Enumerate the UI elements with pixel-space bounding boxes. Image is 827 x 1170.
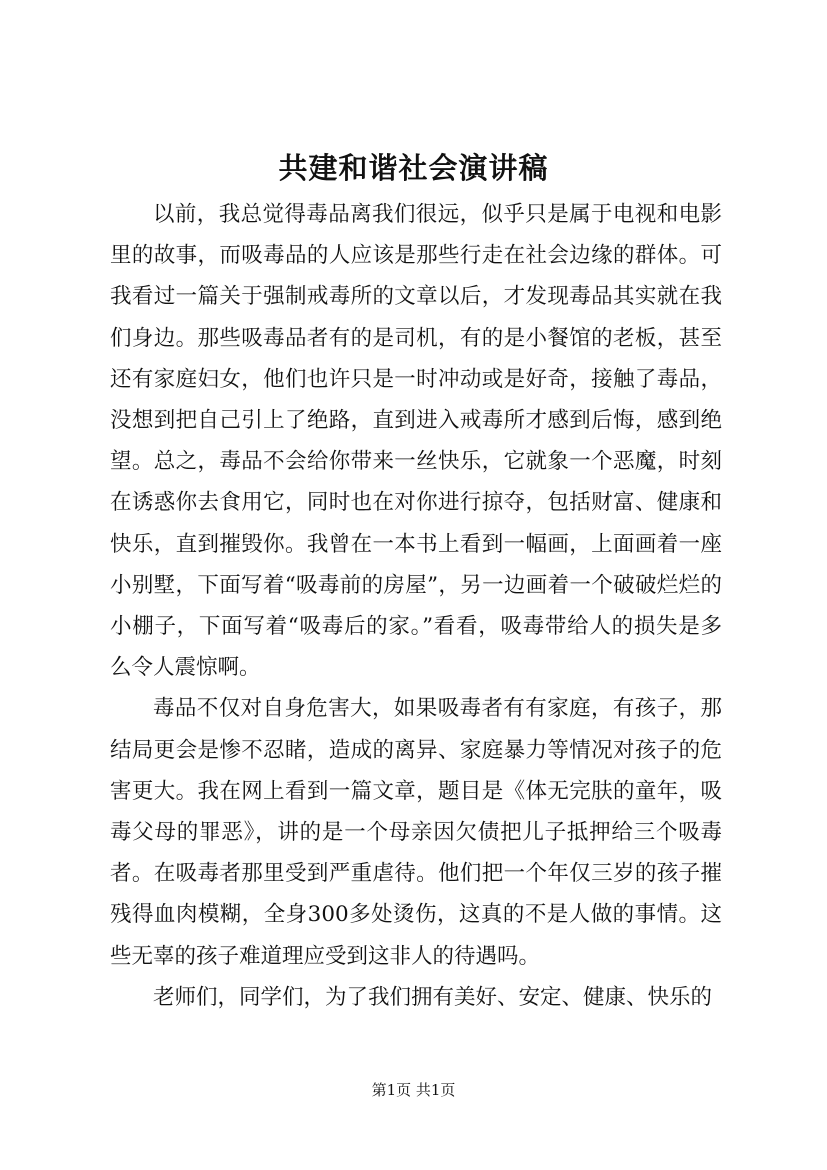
document-title: 共建和谐社会演讲稿 — [278, 151, 549, 185]
page-number-footer: 第1页 共1页 — [371, 1081, 456, 1099]
document-body — [110, 194, 722, 1018]
paragraph-2: 毒品不仅对自身危害大，如果吸毒者有有家庭，有孩子，那结局更会是惨不忍睹，造成的离异、家庭暴力等情况对孩子的危害更大。我在网上看到一篇文章，题目是《体无完肤的童年，吸毒父母的罪恶》，讲的是一个母亲因欠债把儿子抵押给三个吸毒者。在吸毒者那里受到严重虐待。他们把一个年仅三岁的孩子摧残得血肉模糊，全身300多处烫伤，这真的不是人做的事情。这些无辜的孩子难道理应受到这非人的待遇吗。 — [110, 696, 722, 969]
paragraph-1: 以前，我总觉得毒品离我们很远，似乎只是属于电视和电影里的故事，而吸毒品的人应该是那些行走在社会边缘的群体。可我看过一篇关于强制戒毒所的文章以后，才发现毒品其实就在我们身边。那些吸毒品者有的是司机，有的是小餐馆的老板，甚至还有家庭妇女，他们也许只是一时冲动或是好奇，接触了毒品，没想到把自己引上了绝路，直到进入戒毒所才感到后悔，感到绝望。总之，毒品不会给你带来一丝快乐，它就象一个恶魔，时刻在诱惑你去食用它，同时也在对你进行掠夺，包括财富、健康和快乐，直到摧毁你。我曾在一本书上看到一幅画，上面画着一座小别墅，下面写着“吸毒前的房屋”，另一边画着一个破破烂烂的小棚子，下面写着“吸毒后的家。”看看，吸毒带给人的损失是多么令人震惊啊。 — [110, 202, 722, 681]
paragraph-3: 老师们，同学们，为了我们拥有美好、安定、健康、快乐的 — [153, 984, 713, 1010]
